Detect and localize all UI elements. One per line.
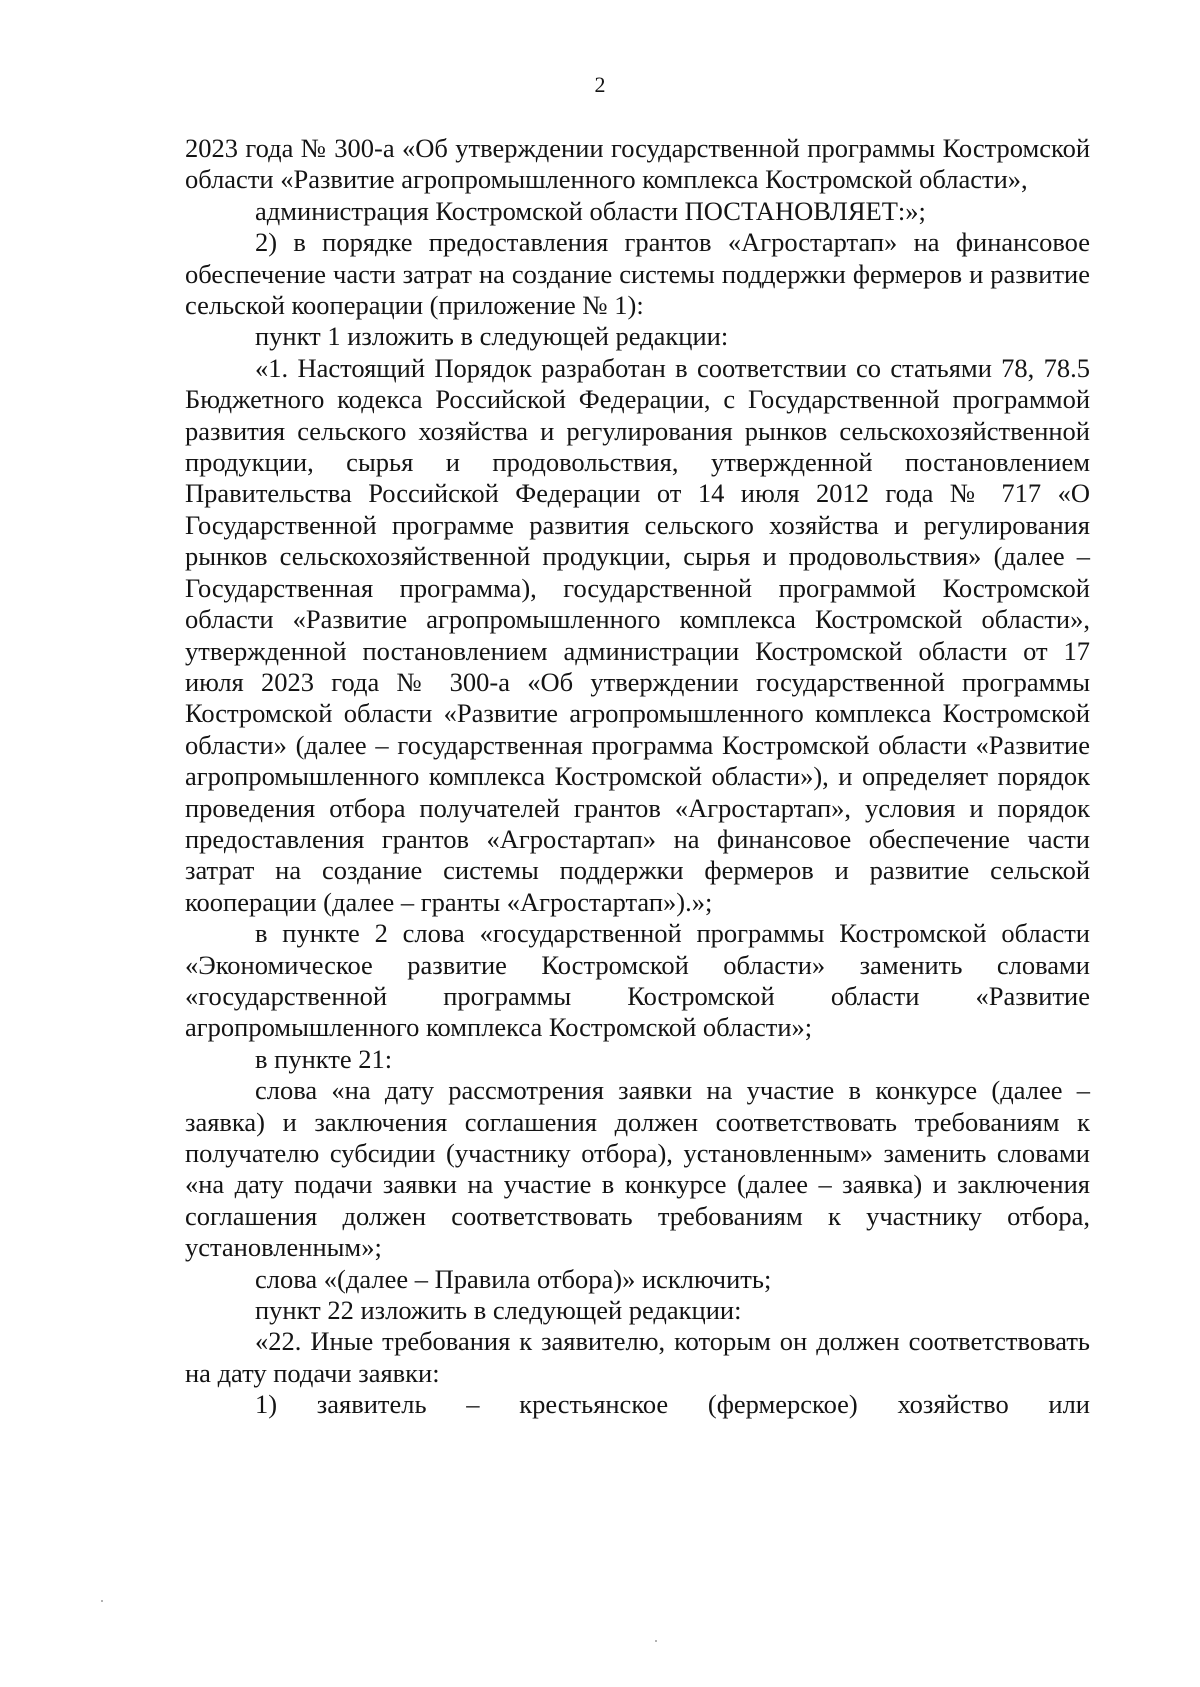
paragraph-11: «22. Иные требования к заявителю, которым он должен соответствовать на дату подачи заявки: — [185, 1326, 1090, 1388]
paragraph-7: в пункте 21: — [255, 1043, 393, 1074]
paragraph-5: «1. Настоящий Порядок разработан в соответствии со статьями 78, 78.5 Бюджетного кодекса Российской Федерации, с Государственной программой развития сельского хозяйства и регулирования рынков сельскохозяйственной продукции, сырья и продовольствия, утвержденной постановлением Правительства Российской Федерации от 14 июля 2012 года № 717 «О Государственной программе развития сельского хозяйства и регулирования рынков сельскохозяйственной продукции, сырья и продовольствия» (далее – Государственная программа), государственной программой Костромской области «Развитие агропромышленного комплекса Костромской области», утвержденной постановлением администрации Костромской области от 17 июля 2023 года № 300-а «Об утверждении государственной программы Костромской области «Развитие агропромышленного комплекса Костромской области» (далее – государственная программа Костромской области «Развитие агропромышленного комплекса Костромской области»), и определяет порядок проведения отбора получателей грантов «Агростартап», условия и порядок предоставления грантов «Агростартап» на финансовое обеспечение части затрат на создание системы поддержки фермеров и развитие сельской кооперации (далее – гранты «Агростартап»).»; — [185, 352, 1090, 917]
paragraph-9: слова «(далее – Правила отбора)» исключить; — [255, 1263, 772, 1294]
paragraph-1: 2023 года № 300-а «Об утверждении государственной программы Костромской области «Развитие агропромышленного комплекса Костромской области», — [185, 133, 1090, 195]
paragraph-8: слова «на дату рассмотрения заявки на участие в конкурсе (далее – заявка) и заключения соглашения должен соответствовать требованиям к получателю субсидии (участнику отбора), установленным» заменить словами «на дату подачи заявки на участие в конкурсе (далее – заявка) и заключения соглашения должен соответствовать требованиям к участнику отбора, установленным»; — [185, 1075, 1090, 1263]
document-body — [185, 133, 1090, 1421]
scan-speck — [655, 1640, 657, 1642]
page-number: 2 — [594, 72, 606, 97]
scan-speck — [101, 1600, 103, 1602]
paragraph-3: 2) в порядке предоставления грантов «Агростартап» на финансовое обеспечение части затрат на создание системы поддержки фермеров и развитие сельской кооперации (приложение № 1): — [185, 227, 1090, 321]
paragraph-2: администрация Костромской области ПОСТАНОВЛЯЕТ:»; — [255, 195, 926, 226]
paragraph-10: пункт 22 изложить в следующей редакции: — [255, 1295, 742, 1326]
paragraph-4: пункт 1 изложить в следующей редакции: — [255, 321, 729, 352]
paragraph-12: 1) заявитель – крестьянское (фермерское) хозяйство или — [255, 1389, 1090, 1420]
paragraph-6: в пункте 2 слова «государственной программы Костромской области «Экономическое развитие Костромской области» заменить словами «государственной программы Костромской области «Развитие агропромышленного комплекса Костромской области»; — [185, 918, 1090, 1043]
